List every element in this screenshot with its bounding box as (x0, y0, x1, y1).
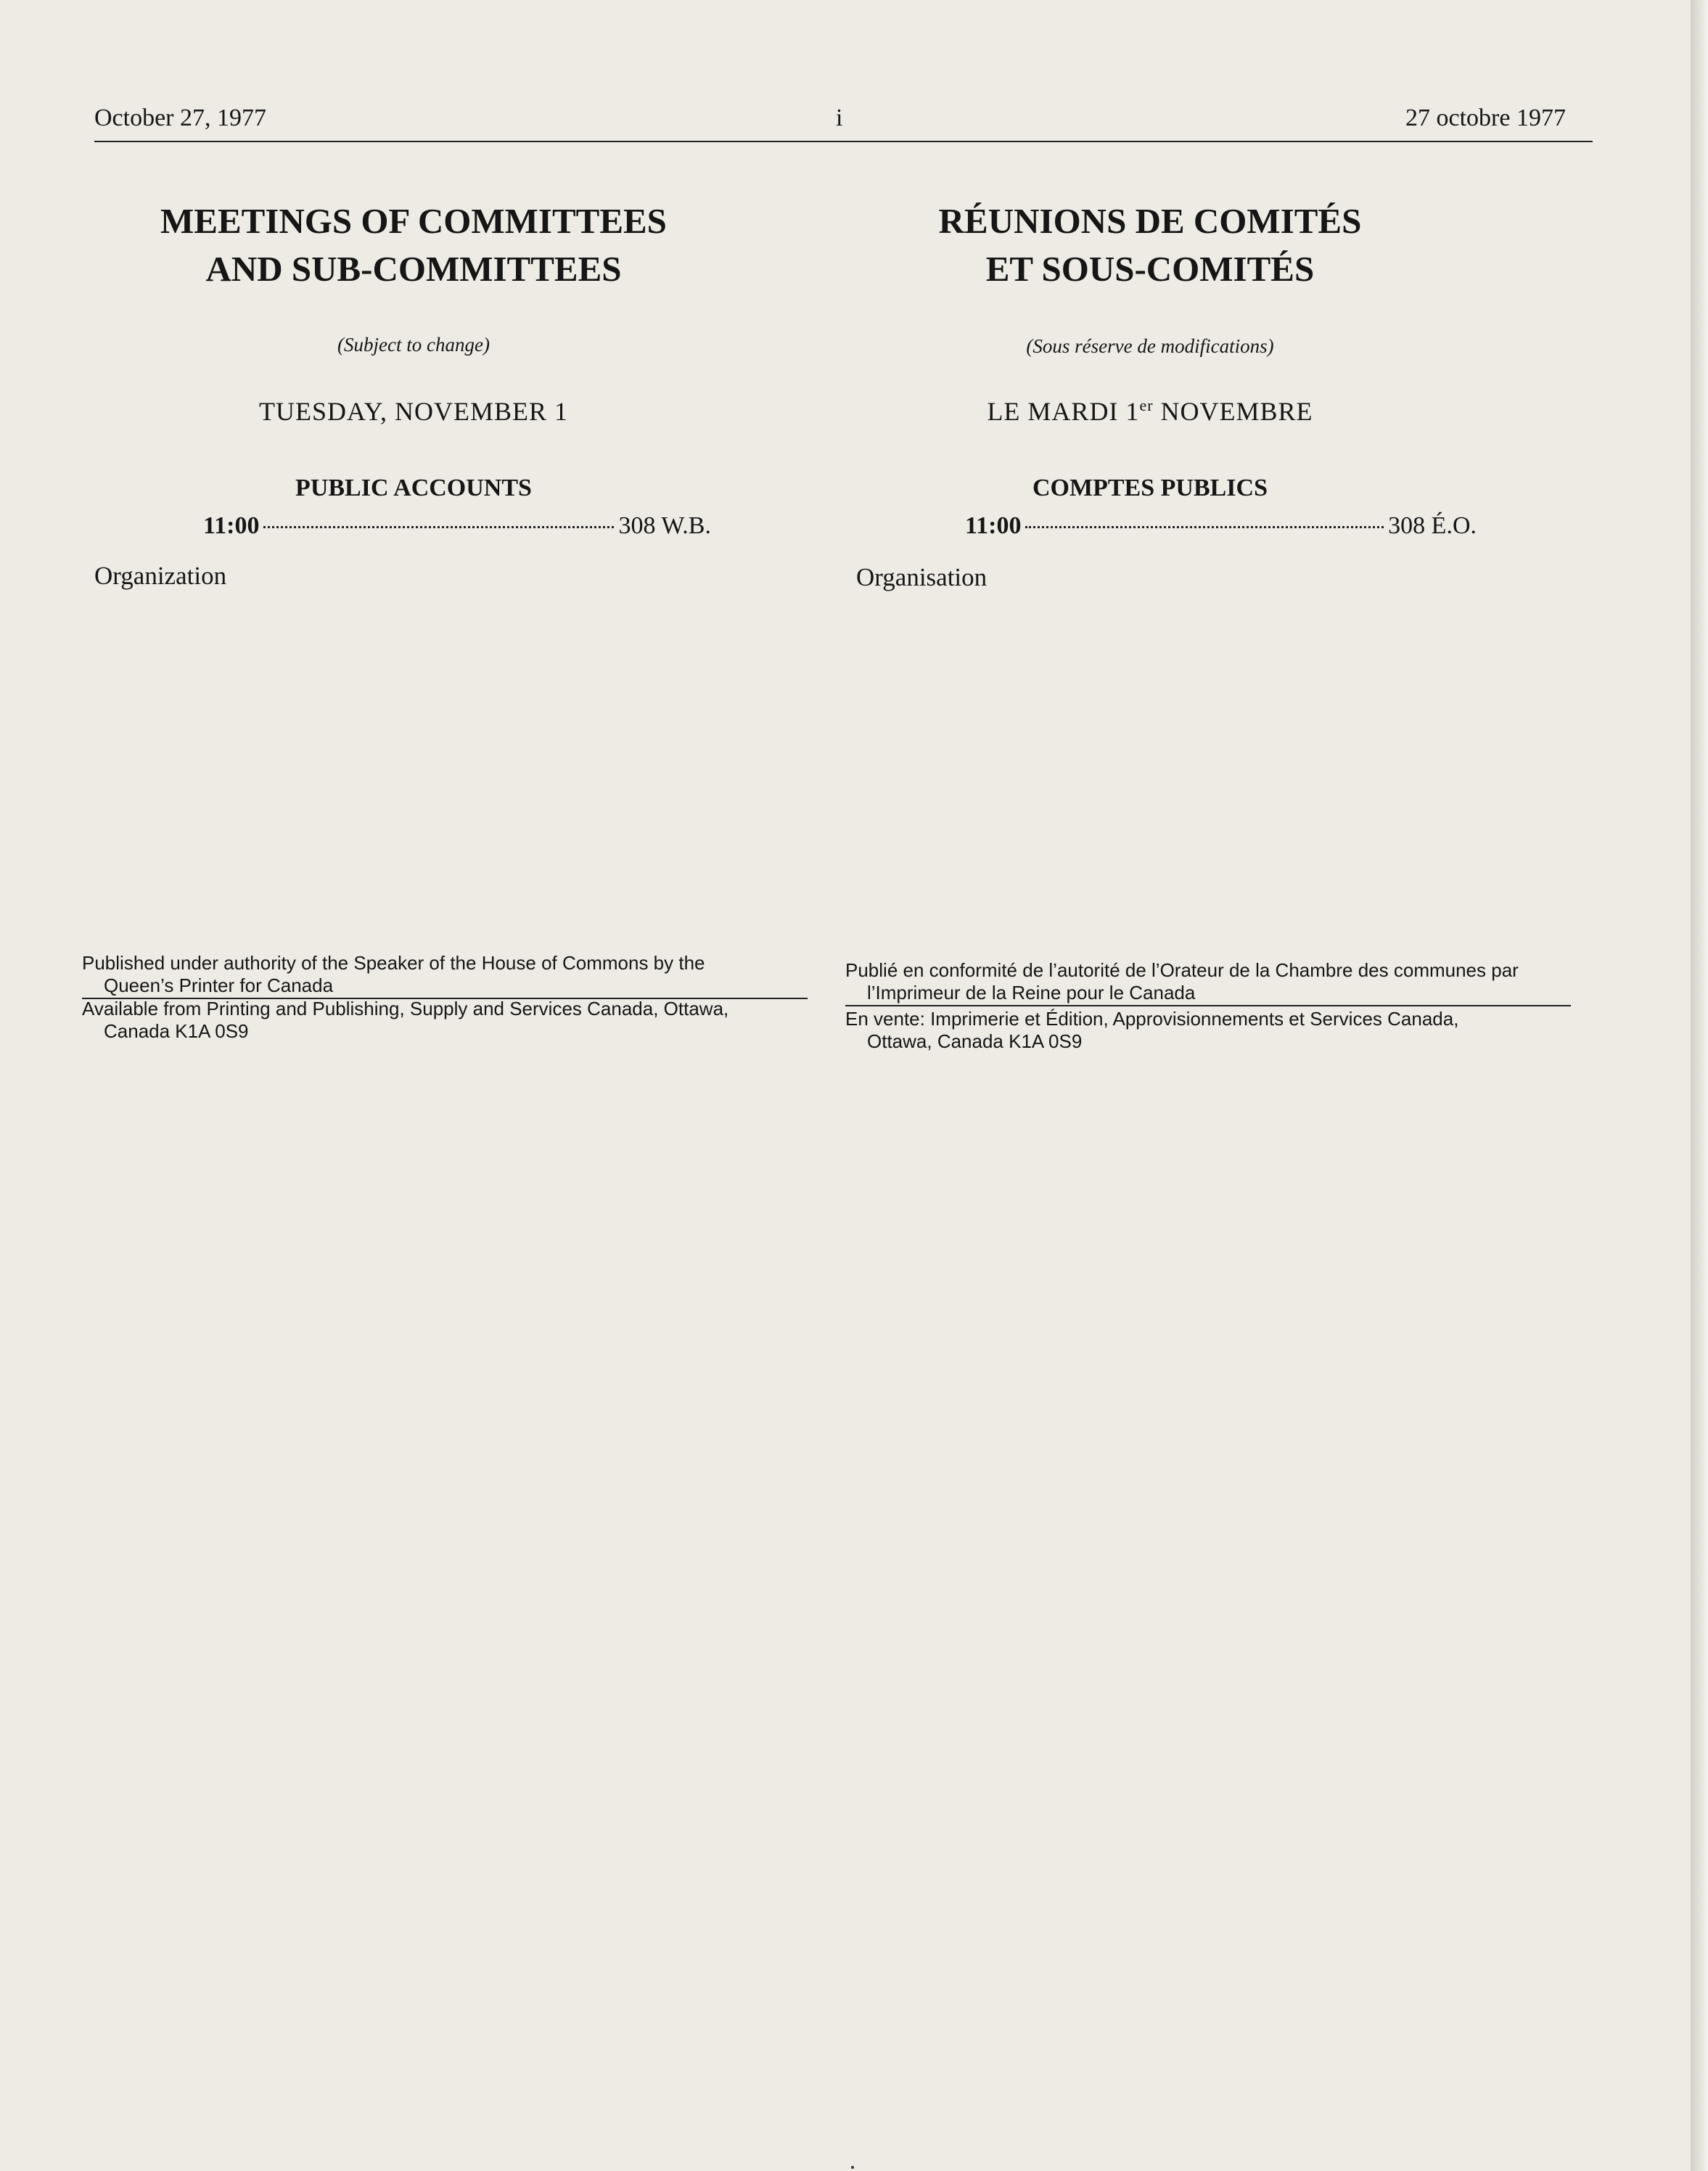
french-agenda: Organisation (856, 563, 988, 591)
available-notice-english-line2: Canada K1A 0S9 (104, 1020, 249, 1042)
french-title-line1: RÉUNIONS DE COMITÉS (938, 201, 1362, 241)
french-day-suffix: NOVEMBRE (1153, 397, 1313, 426)
english-title-line2: AND SUB-COMMITTEES (205, 249, 622, 289)
header-page-number: i (836, 104, 843, 131)
english-meeting-row (203, 512, 711, 540)
english-committee-name: PUBLIC ACCOUNTS (295, 475, 532, 501)
french-meeting-day (867, 396, 1433, 427)
published-notice-french-line2: l’Imprimeur de la Reine pour le Canada (867, 982, 1196, 1004)
french-leader-dots (1025, 526, 1384, 528)
header-date-french: 27 octobre 1977 (1405, 104, 1566, 131)
french-committee-name: COMPTES PUBLICS (1032, 475, 1268, 501)
french-title (867, 197, 1433, 293)
english-title-line1: MEETINGS OF COMMITTEES (160, 201, 667, 241)
english-title (131, 197, 697, 293)
french-meeting-row (965, 512, 1477, 540)
french-meeting-room: 308 É.O. (1388, 512, 1477, 539)
english-agenda: Organization (94, 562, 227, 590)
english-leader-dots (263, 526, 614, 528)
english-meeting-room: 308 W.B. (618, 512, 711, 539)
header-rule (94, 141, 1593, 142)
french-meeting-time: 11:00 (965, 512, 1022, 539)
published-notice-english-line1: Published under authority of the Speaker of the House of Commons by the (82, 952, 705, 974)
published-notice-english (82, 952, 815, 997)
french-day-superscript: er (1139, 396, 1154, 414)
french-subtitle: (Sous réserve de modifications) (1026, 335, 1274, 357)
page-edge-shadow (1691, 0, 1708, 2171)
published-notice-french (845, 959, 1593, 1004)
available-notice-english-line1: Available from Printing and Publishing, Supply and Services Canada, Ottawa, (82, 998, 729, 1019)
available-notice-french-line1: En vente: Imprimerie et Édition, Approvisionnements et Services Canada, (845, 1008, 1459, 1030)
published-notice-french-line1: Publié en conformité de l’autorité de l’Orateur de la Chambre des communes par (845, 959, 1519, 981)
published-notice-english-line2: Queen’s Printer for Canada (104, 974, 334, 996)
english-meeting-day: TUESDAY, NOVEMBER 1 (258, 397, 569, 426)
available-notice-french (845, 1008, 1593, 1053)
available-notice-french-line2: Ottawa, Canada K1A 0S9 (867, 1030, 1083, 1052)
french-title-line2: ET SOUS-COMITÉS (985, 249, 1315, 289)
french-day-prefix: LE MARDI 1 (987, 397, 1140, 426)
header-date-english: October 27, 1977 (94, 104, 267, 131)
footer-rule-french (845, 1005, 1571, 1006)
available-notice-english (82, 998, 815, 1043)
english-meeting-time: 11:00 (203, 512, 260, 539)
speck-mark (851, 2166, 854, 2169)
english-subtitle: (Subject to change) (337, 334, 490, 356)
